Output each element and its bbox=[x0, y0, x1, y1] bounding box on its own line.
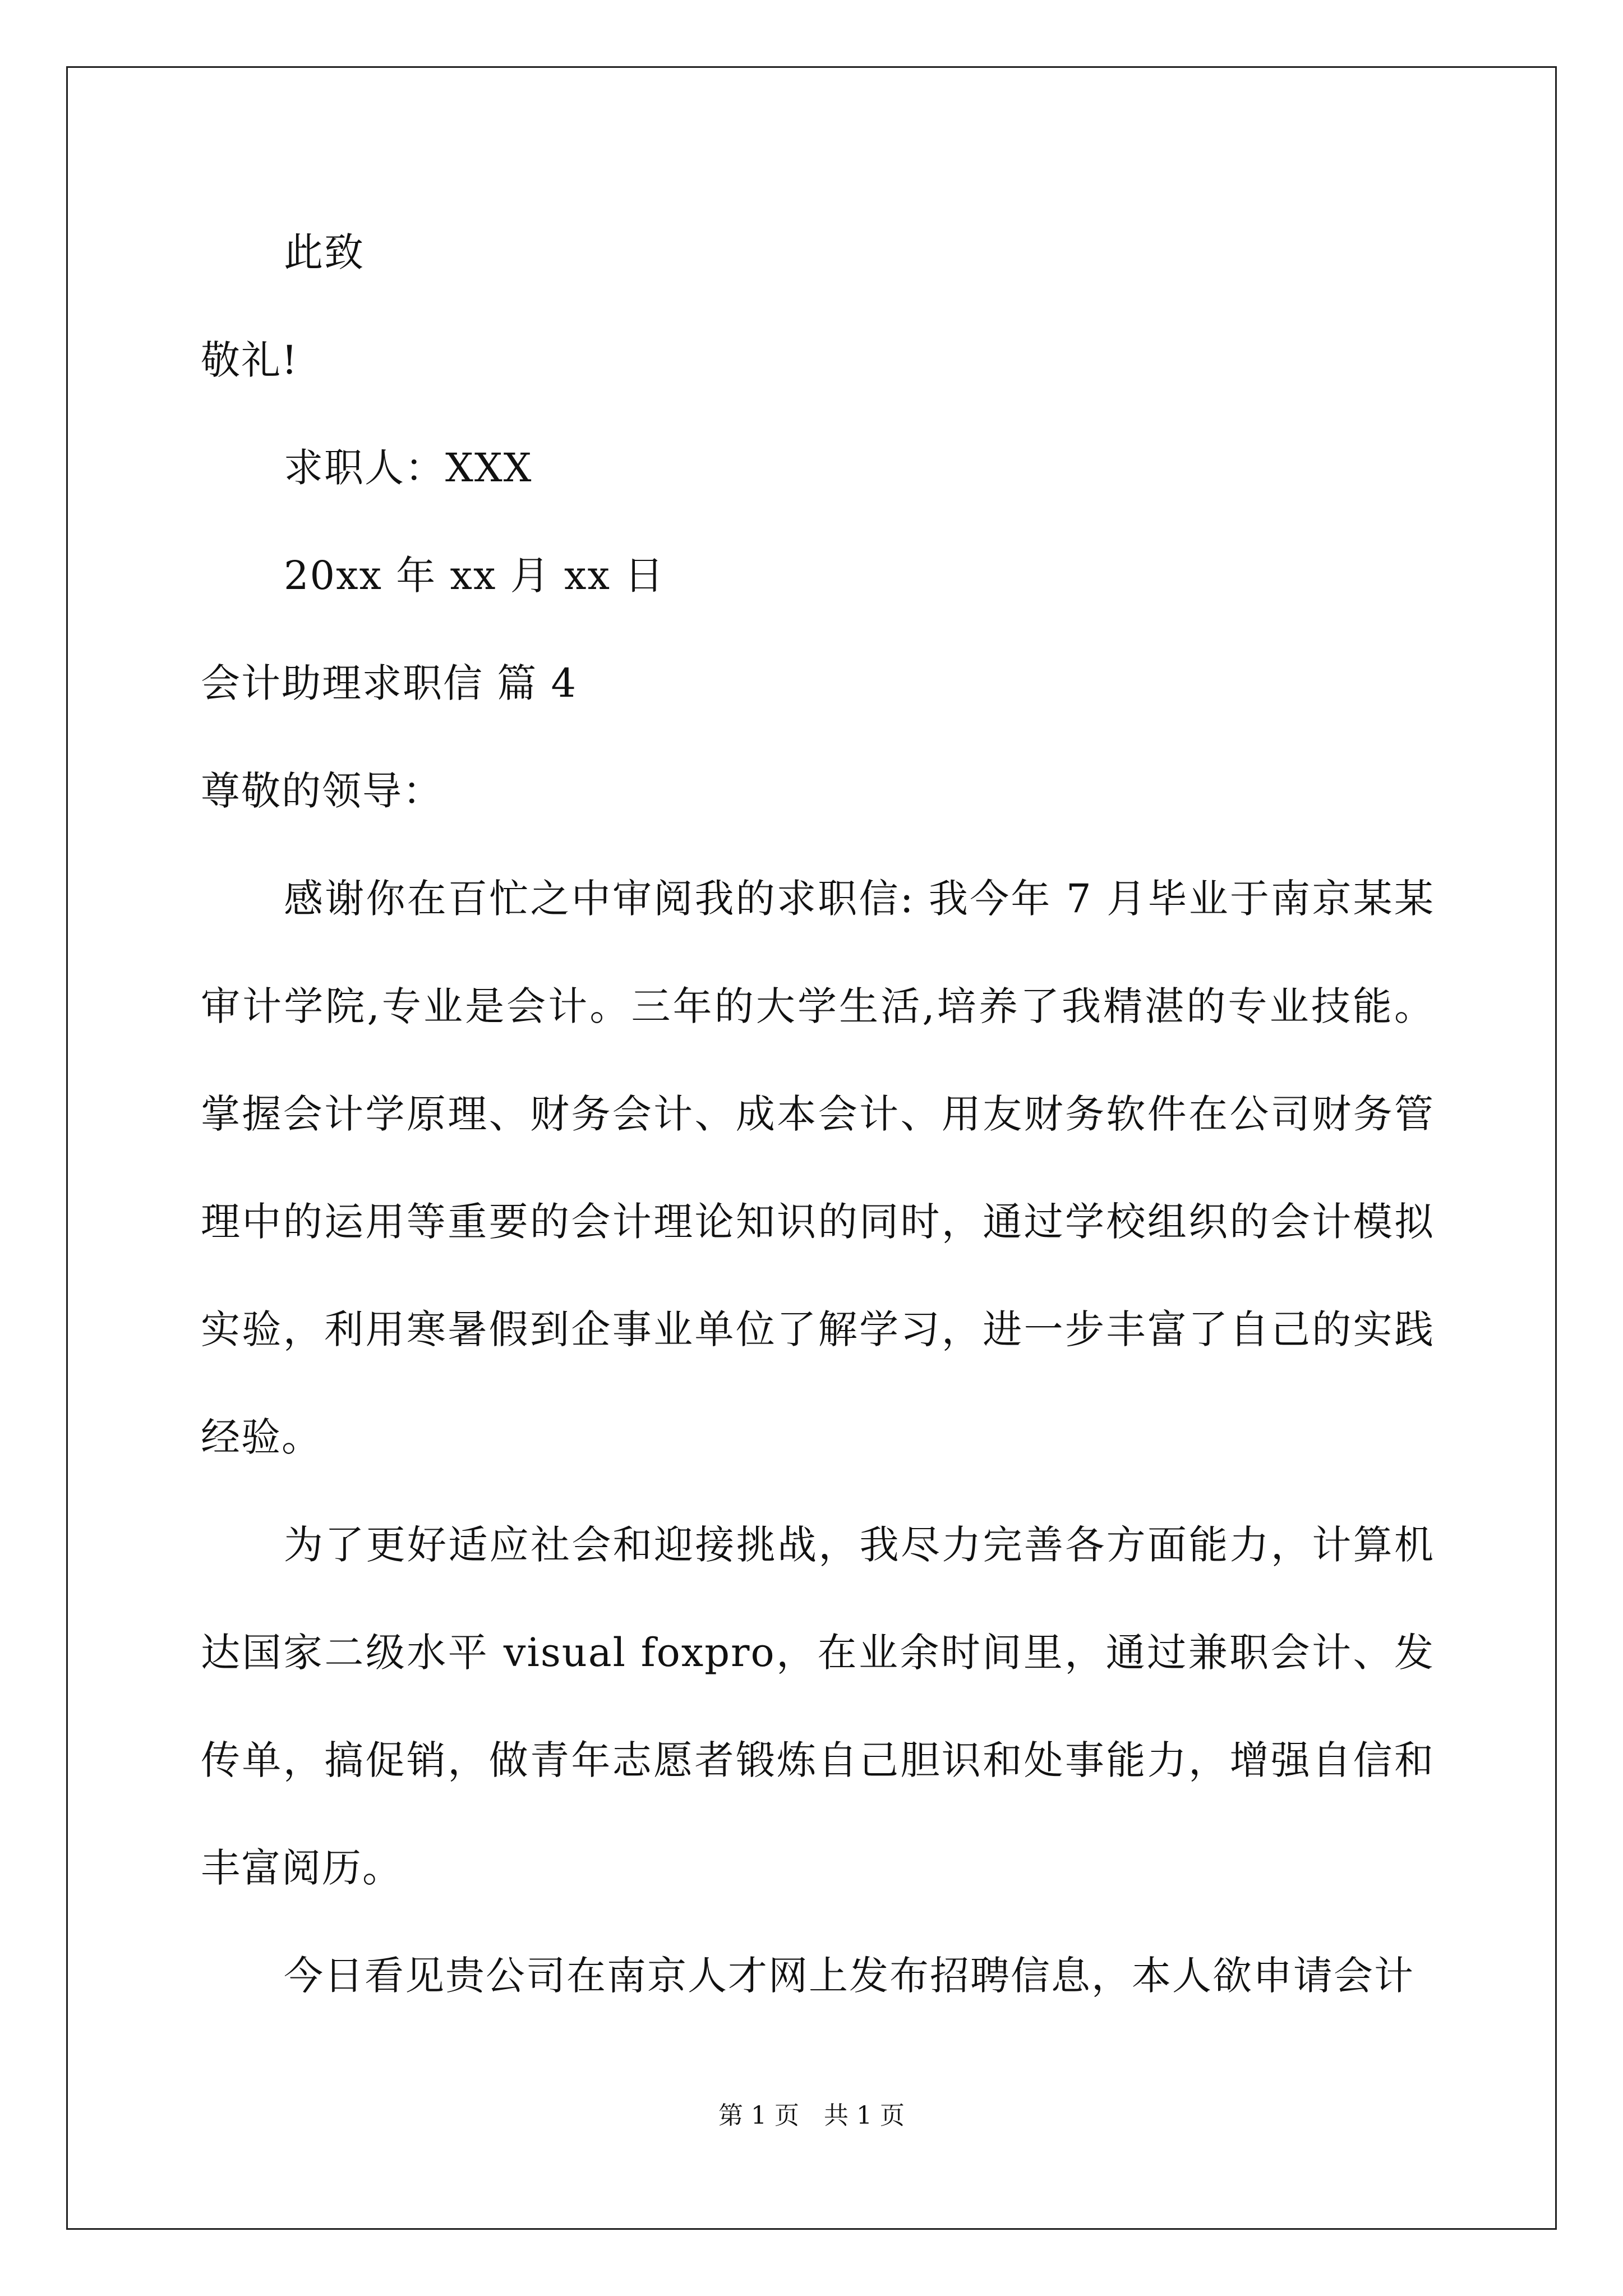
section-title: 会计助理求职信 篇 4 bbox=[201, 660, 578, 706]
date-line: 20xx 年 xx 月 xx 日 bbox=[284, 553, 665, 599]
closing-line-1: 此致 bbox=[284, 229, 365, 275]
body-paragraph-1: 感谢你在百忙之中审阅我的求职信: 我今年 7 月毕业于南京某某审计学院,专业是会计。三年的大学生活,培养了我精湛的专业技能。掌握会计学原理、财务会计、成本会计、用友财务软件在公司财务管理中的运用等重要的会计理论知识的同时，通过学校组织的会计模拟实验，利用寒暑假到企事业单位了解学习，进一步丰富了自己的实践经验。 bbox=[201, 876, 1435, 1460]
closing-line-2: 敬礼! bbox=[201, 337, 299, 383]
salutation: 尊敬的领导： bbox=[201, 768, 443, 814]
page-footer: 第 1 页 共 1 页 bbox=[718, 2101, 905, 2130]
body-paragraph-2: 为了更好适应社会和迎接挑战，我尽力完善各方面能力，计算机达国家二级水平 visual foxpro，在业余时间里，通过兼职会计、发传单，搞促销，做青年志愿者锻炼自己胆识和处事能力，增强自信和丰富阅历。 bbox=[201, 1522, 1435, 1891]
body-paragraph-3: 今日看见贵公司在南京人才网上发布招聘信息，本人欲申请会计 bbox=[284, 1953, 1414, 1999]
signature-line: 求职人：XXX bbox=[284, 445, 533, 491]
